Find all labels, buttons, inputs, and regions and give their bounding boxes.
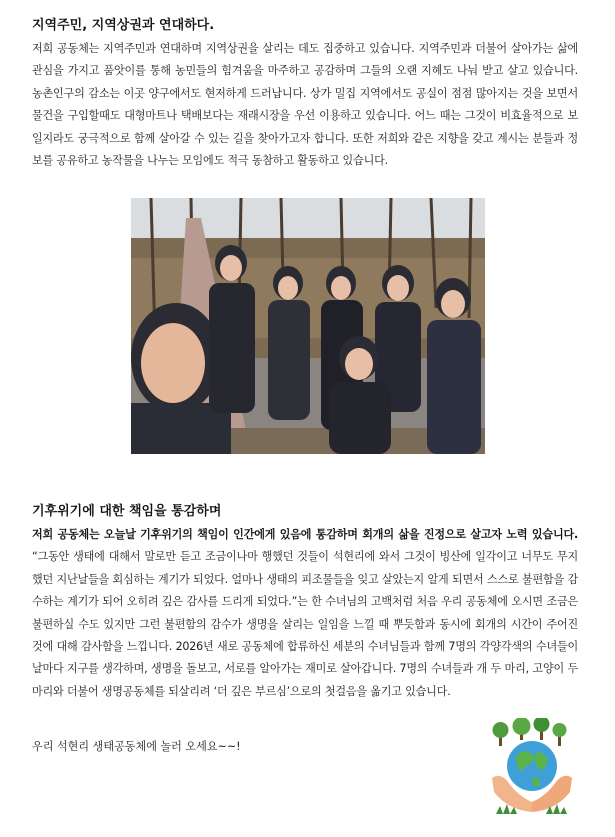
group-selfie-photo-icon bbox=[131, 198, 485, 454]
earth-in-hands-icon bbox=[482, 718, 582, 818]
closing-line: 우리 석현리 생태공동체에 놀러 오세요~~! bbox=[32, 740, 241, 753]
section2-paragraph-rest: “그동안 생태에 대해서 말로만 듣고 조금이나마 행했던 것들이 석현리에 와서 그것이 빙산에 일각이고 너무도 무지했던 지난날들을 회심하는 계기가 되었다. 얼마나 생태의 피조물들을 잊고 살았는지 알게 되면서 스스로 불편함을 감수하는 계기가 되어 오히려 깊은 감사를 드리게 되었다.”는 한 수녀님의 고백처럼 처음 우리 공동체에 오시면 조금은 불편하실 수도 있지만 그런 불편함의 감수가 생명을 살리는 일임을 느낄 때 뿌듯함과 동시에 회개의 시간이 주어진 것에 대해 감사함을 느낍니다. 2026년 새로 공동체에 합류하신 세분의 수녀님들과 함께 7명의 각양각색의 수녀들이 날마다 지구를 생각하며, 생명을 돌보고, 서로를 알아가는 재미로 살아갑니다. 7명의 수녀들과 개 두 마리, 고양이 두 마리와 더불어 생명공동체를 되살리려 ‘더 깊은 부르심’으로의 첫걸음을 옮기고 있습니다. bbox=[32, 550, 578, 698]
section2-paragraph-bold: 저희 공동체는 오늘날 기후위기의 책임이 인간에게 있음에 통감하며 회개의 삶을 진정으로 살고자 노력 있습니다. bbox=[32, 528, 578, 541]
section1-paragraph: 저희 공동체는 지역주민과 연대하며 지역상권을 살리는 데도 집중하고 있습니다. 지역주민과 더불어 살아가는 삶에 관심을 가지고 품앗이를 통해 농민들의 힘겨움을 마주하고 공감하며 그들의 오랜 지혜도 나눠 받고 살고 있습니다. 농촌인구의 감소는 이곳 양구에서도 현저하게 드러납니다. 상가 밀집 지역에서도 공실이 점점 많아지는 것을 보면서 물건을 구입할때도 대형마트나 택배보다는 재래시장을 우선 이용하고 있습니다. 어느 때는 그것이 비효율적으로 보일지라도 궁극적으로 함께 살아갈 수 있는 길을 찾아가고자 합니다. 또한 저희와 같은 지향을 갖고 계시는 분들과 정보를 공유하고 농작물을 나누는 모임에도 적극 동참하고 활동하고 있습니다. bbox=[32, 42, 578, 168]
group-photo bbox=[131, 198, 485, 454]
section2-paragraph bbox=[32, 524, 578, 703]
section2-title: 기후위기에 대한 책임을 통감하며 bbox=[32, 504, 222, 519]
section1-title: 지역주민, 지역상권과 연대하다. bbox=[32, 18, 215, 33]
